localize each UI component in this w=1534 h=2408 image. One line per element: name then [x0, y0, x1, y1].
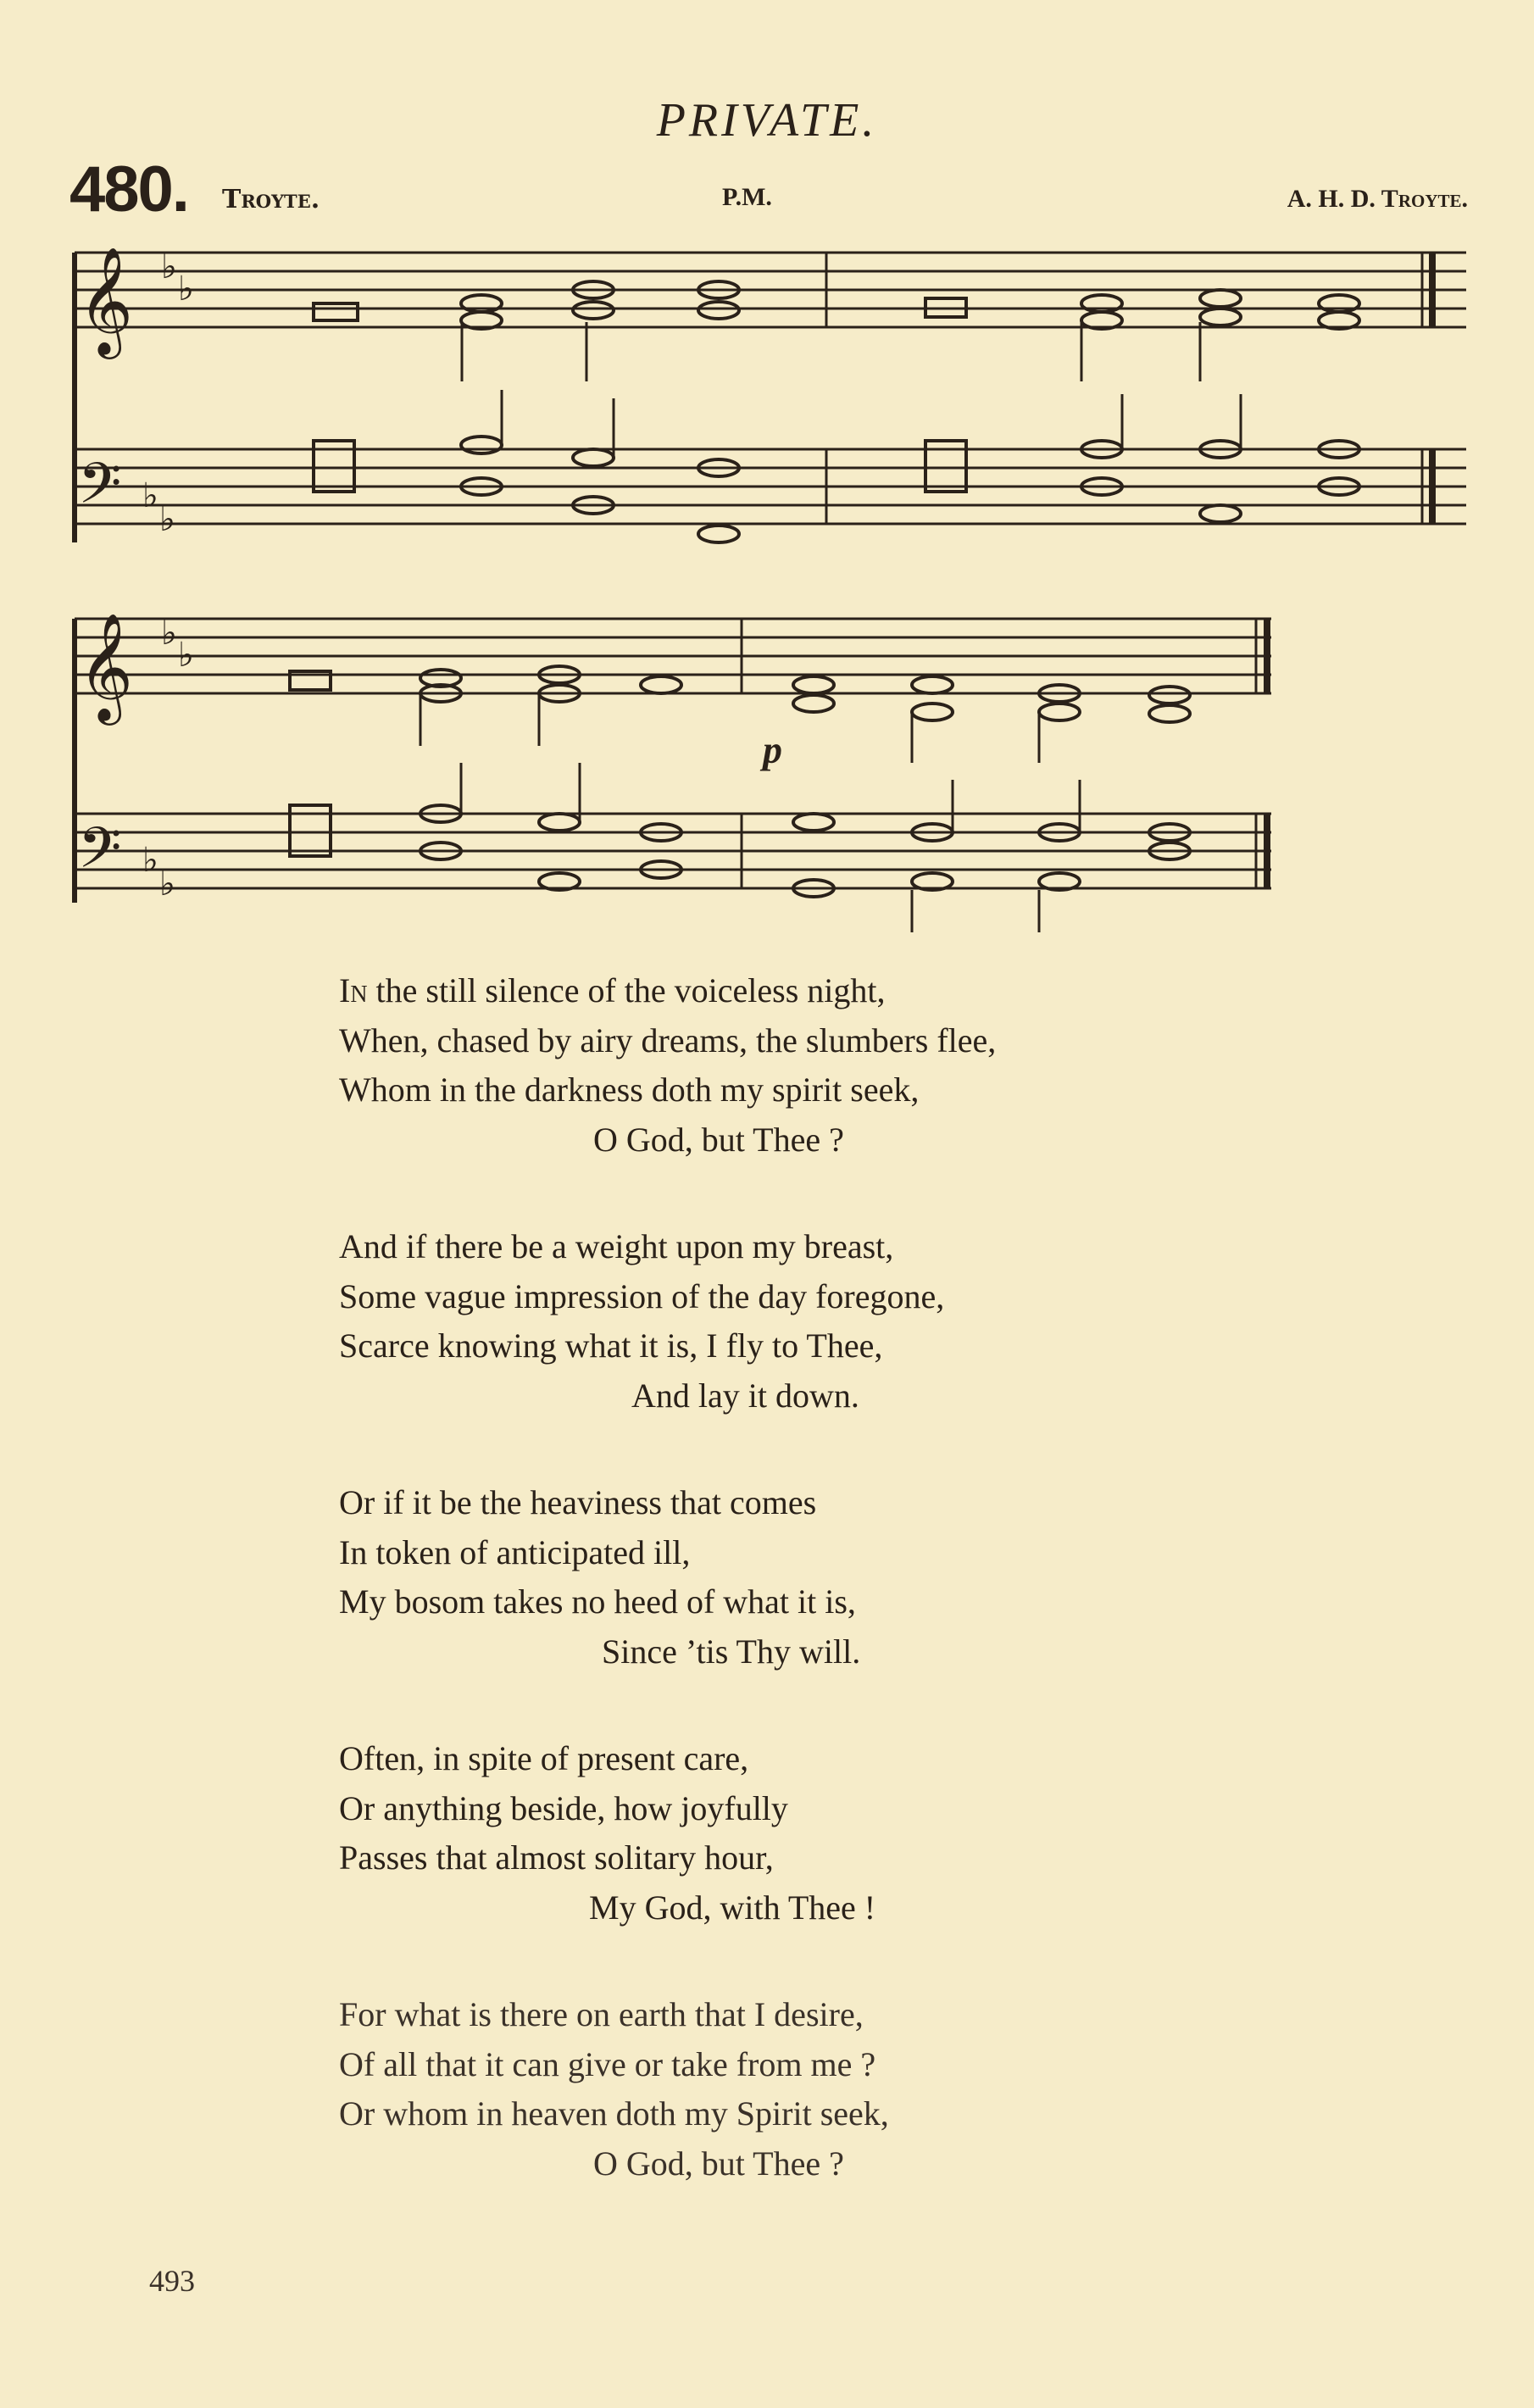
verse-line: When, chased by airy dreams, the slumbers flee, — [339, 1020, 997, 1059]
music-score — [0, 0, 1534, 941]
verse-line: Whom in the darkness doth my spirit seek, — [339, 1071, 920, 1109]
stanza-5 — [339, 1990, 1271, 2188]
verse-line: O God, but Thee ? — [593, 1120, 844, 1159]
meter: P.M. — [722, 183, 772, 211]
treble-staff-2 — [75, 619, 1271, 693]
first-word: In — [339, 971, 368, 1009]
flat-icon: ♭ — [161, 247, 177, 286]
flat-icon: ♭ — [142, 476, 158, 515]
treble-clef-icon: 𝄞 — [78, 612, 134, 720]
page-number: 493 — [149, 2264, 195, 2298]
bass-staff-1 — [75, 449, 1466, 524]
bass-clef-icon: 𝄢 — [78, 815, 122, 894]
stanza-3 — [339, 1478, 1271, 1677]
hymn-number: 480. — [69, 153, 188, 225]
verse-line: Some vague impression of the day foregone, — [339, 1276, 945, 1315]
flat-icon: ♭ — [178, 636, 194, 675]
verse-line: Scarce knowing what it is, I fly to Thee, — [339, 1326, 883, 1365]
verse-line: Often, in spite of present care, — [339, 1739, 749, 1777]
composer: A. H. D. Troyte. — [1287, 185, 1468, 213]
flat-icon: ♭ — [178, 270, 194, 309]
bass-clef-icon: 𝄢 — [78, 451, 122, 530]
verse-line: Or if it be the heaviness that comes — [339, 1483, 817, 1521]
stanza-1 — [339, 966, 1271, 1165]
verse-line: In the still silence of the voiceless night, — [339, 971, 886, 1009]
flat-icon: ♭ — [159, 865, 175, 904]
flat-icon: ♭ — [142, 841, 158, 880]
verse-line: Or anything beside, how joyfully — [339, 1788, 788, 1827]
verse-line: O God, but Thee ? — [593, 2144, 844, 2183]
flat-icon: ♭ — [161, 614, 177, 653]
verse-line: In token of anticipated ill, — [339, 1532, 691, 1571]
verse-line: My God, with Thee ! — [589, 1888, 876, 1927]
dynamic-piano-mark: p — [763, 728, 782, 771]
verse-line: Of all that it can give or take from me ? — [339, 2044, 876, 2083]
verse-line: And lay it down. — [631, 1376, 859, 1415]
verse-line: My bosom takes no heed of what it is, — [339, 1582, 856, 1621]
stanza-4 — [339, 1734, 1271, 1933]
tune-name: Troyte. — [222, 185, 320, 214]
notes-treble-1 — [314, 281, 1359, 329]
verse-line: Since ’tis Thy will. — [602, 1632, 861, 1671]
verse-line: And if there be a weight upon my breast, — [339, 1227, 894, 1265]
flat-icon: ♭ — [159, 500, 175, 539]
page-title: PRIVATE. — [656, 94, 878, 147]
stems — [420, 322, 1241, 932]
notes-bass-1 — [314, 437, 1359, 542]
treble-staff-1 — [75, 253, 1466, 327]
treble-clef-icon: 𝄞 — [78, 246, 134, 354]
verse-line: Or whom in heaven doth my Spirit seek, — [339, 2094, 889, 2133]
verse-line: Passes that almost solitary hour, — [339, 1838, 774, 1877]
stanza-2 — [339, 1222, 1271, 1421]
verse-line: For what is there on earth that I desire, — [339, 1995, 864, 2033]
